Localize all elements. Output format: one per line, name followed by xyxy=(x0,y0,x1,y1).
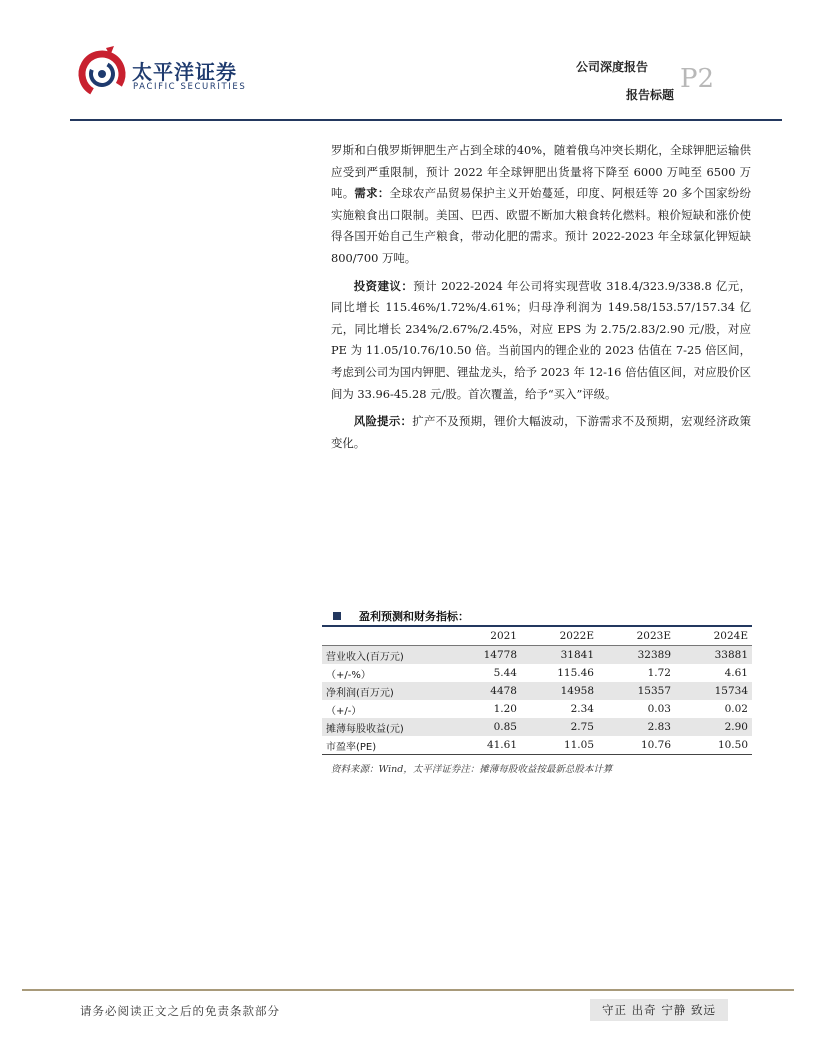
report-title: 报告标题 xyxy=(625,88,674,102)
brand-name-cn: 太平洋证券 xyxy=(132,60,237,84)
company-logo xyxy=(76,44,246,100)
square-bullet-icon xyxy=(333,612,341,620)
table-cell: 41.61 xyxy=(444,736,521,755)
table-cell: 2.75 xyxy=(521,718,598,736)
table-cell: 33881 xyxy=(675,646,752,665)
para1-bold-label: 需求： xyxy=(354,186,390,201)
table-row xyxy=(322,646,752,665)
table-cell: 4.61 xyxy=(724,667,748,679)
paragraph-risk xyxy=(331,411,751,454)
footer-motto: 守正 出奇 宁静 致远 xyxy=(590,999,728,1021)
header-divider xyxy=(70,119,782,121)
table-title: 盈利预测和财务指标： xyxy=(359,610,469,623)
table-cell: 15734 xyxy=(675,682,752,700)
table-cell: 10.76 xyxy=(598,736,675,755)
table-cell: 10.50 xyxy=(675,736,752,755)
table-row xyxy=(322,718,752,736)
row-label: 营业收入(百万元) xyxy=(322,646,444,665)
logo-mark-icon xyxy=(76,44,128,100)
table-cell: 2.83 xyxy=(598,718,675,736)
table-cell: 2.34 xyxy=(570,703,594,715)
para2-text: 预计 2022-2024 年公司将实现营收 318.4/323.9/338.8 亿元，同比增长 115.46%/1.72%/4.61%；归母净利润为 149.58/153.57/157.34 亿元，同比增长 234%/2.67%/2.45%，对应 EPS 为 2.75/2.83/2.90 元/股，对应 PE 为 11.05/10.76/10.50 倍。当前国内的锂企业的 2023 估值在 7-25 倍区间，考虑到公司为国内钾肥、锂盐龙头，给予 2023 年 12-16 倍估值区间，对应股价区间为 33.96-45.28 元/股。首次覆盖，给予“买入”评级。 xyxy=(331,278,751,401)
table-cell: 1.72 xyxy=(647,667,671,679)
report-type: 公司深度报告 xyxy=(575,60,648,74)
para1-cont-text: 全球农产品贸易保护主义开始蔓延，印度、阿根廷等 20 多个国家纷纷实施粮食出口限制。美国、巴西、欧盟不断加大粮食转化燃料。粮价短缺和涨价使得各国开始自己生产粮食，带动化肥的需求。预计 2022-2023 年全球氯化钾短缺 800/700 万吨。 xyxy=(331,186,751,265)
column-header xyxy=(322,627,444,646)
table-row xyxy=(322,700,752,718)
table-cell: 4478 xyxy=(444,682,521,700)
footer-divider xyxy=(22,989,794,991)
table-cell: 14778 xyxy=(444,646,521,665)
column-header: 2022E xyxy=(521,627,598,646)
financial-forecast-table xyxy=(322,627,752,755)
table-row xyxy=(322,736,752,755)
table-cell: 5.44 xyxy=(493,667,517,679)
para3-bold-label: 风险提示： xyxy=(353,414,413,429)
column-header: 2024E xyxy=(675,627,752,646)
table-cell: 1.20 xyxy=(493,703,517,715)
report-body xyxy=(331,140,751,454)
table-cell: 11.05 xyxy=(521,736,598,755)
row-label: 摊薄每股收益(元) xyxy=(322,718,444,736)
table-header-row xyxy=(322,627,752,646)
table-cell: 0.02 xyxy=(724,703,748,715)
table-row xyxy=(322,664,752,682)
row-label: （+/-） xyxy=(326,705,362,717)
row-label: （+/-%） xyxy=(326,669,371,681)
table-cell: 2.90 xyxy=(675,718,752,736)
table-heading xyxy=(331,608,751,626)
table-cell: 14958 xyxy=(521,682,598,700)
brand-name-en: PACIFIC SECURITIES xyxy=(133,82,247,92)
footer-disclaimer: 请务必阅读正文之后的免责条款部分 xyxy=(80,1004,280,1018)
para2-bold-label: 投资建议： xyxy=(353,278,414,293)
paragraph-investment-advice xyxy=(331,276,751,406)
table-cell: 0.03 xyxy=(647,703,671,715)
paragraph-supply-demand xyxy=(331,140,751,270)
row-label: 市盈率(PE) xyxy=(322,736,444,755)
table-cell: 31841 xyxy=(521,646,598,665)
table-source-note: 资料来源：Wind，太平洋证券注：摊薄每股收益按最新总股本计算 xyxy=(331,764,613,775)
page-number: P2 xyxy=(680,64,715,94)
column-header: 2021 xyxy=(444,627,521,646)
table-row xyxy=(322,682,752,700)
row-label: 净利润(百万元) xyxy=(322,682,444,700)
table-cell: 115.46 xyxy=(557,667,594,679)
para1-text: 罗斯和白俄罗斯钾肥生产占到全球的40%，随着俄乌冲突长期化，全球钾肥运输供应受到严重限制，预计 2022 年全球钾肥出货量将下降至 6000 万吨至 6500 万吨。 xyxy=(331,143,751,201)
table-cell: 32389 xyxy=(598,646,675,665)
table-cell: 15357 xyxy=(598,682,675,700)
table-cell: 0.85 xyxy=(444,718,521,736)
para3-text: 扩产不及预期，锂价大幅波动，下游需求不及预期，宏观经济政策变化。 xyxy=(331,414,751,450)
column-header: 2023E xyxy=(598,627,675,646)
